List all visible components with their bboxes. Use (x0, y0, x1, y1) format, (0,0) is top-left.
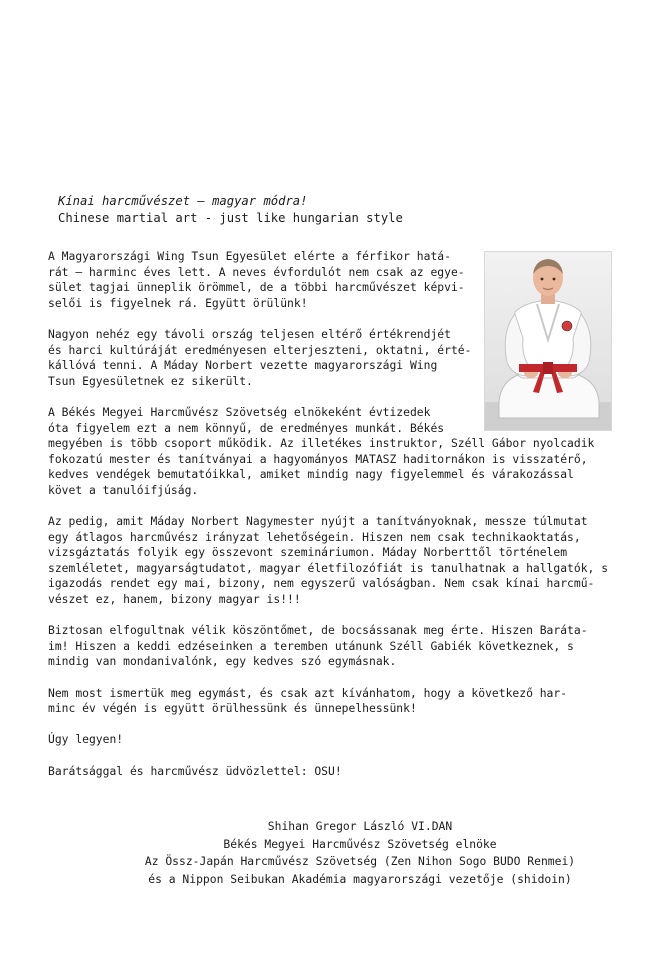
text-line: és harci kultúráját eredményesen elterjeszteni, oktatni, érté- (48, 342, 472, 357)
text-line: óta figyelem ezt a nem könnyű, de eredményes munkát. Békés (48, 420, 445, 435)
text-line: rát – harminc éves lett. A neves évfordulót nem csak az egye- (48, 264, 465, 279)
signature-block (100, 818, 620, 888)
text-line: Nem most ismertük meg egymást, és csak azt kívánhatom, hogy a következő har- (48, 685, 568, 700)
text-line: szemléletet, magyarságtudatot, magyar életfilozófiát is tanulhatnak a hallgatók, s (48, 560, 609, 575)
text-line: fokozatú mester és tanítványai a hagyományos MATASZ haditornákon is visszatérő, (48, 451, 588, 466)
signature-name: Shihan Gregor László VI.DAN (267, 819, 453, 833)
text-line: Az pedig, amit Máday Norbert Nagymester nyújt a tanítványoknak, messze túlmutat (48, 514, 588, 529)
text-line: im! Hiszen a keddi edzéseinken a teremben utánunk Széll Gabiék következnek, s (48, 638, 574, 653)
heading-block (58, 193, 403, 227)
text-line: sület tagjai ünneplik örömmel, de a többi harcművészet képvi- (48, 280, 465, 295)
letter-body (48, 249, 616, 795)
signature-title-3: és a Nippon Seibukan Akadémia magyarországi vezetője (shidoin) (148, 871, 572, 886)
text-line: Úgy legyen! (48, 732, 124, 747)
signature-title-2: Az Össz-Japán Harcművész Szövetség (Zen Nihon Sogo BUDO Renmei) (144, 854, 576, 869)
text-line: selői is figyelnek rá. Együtt örülünk! (48, 295, 308, 310)
text-line: igazodás rendet egy mai, bizony, nem egyszerű valóságban. Nem csak kínai harcmű- (48, 576, 595, 591)
paragraph-1 (48, 249, 616, 311)
paragraph-2 (48, 327, 616, 389)
text-line: követ a tanulóifjúság. (48, 482, 199, 497)
paragraph-5 (48, 623, 616, 670)
paragraph-4 (48, 514, 616, 608)
text-line: egy átlagos harcművész irányzat lehetőségein. Hiszen nem csak technikaoktatás, (48, 529, 581, 544)
text-line: megyében is több csoport működik. Az illetékes instruktor, Széll Gábor nyolcadik (48, 436, 595, 451)
text-line: mindig van mondanivalónk, egy kedves szó egymásnak. (48, 654, 397, 669)
text-line: vészet ez, hanem, bizony magyar is!!! (48, 592, 301, 607)
text-line: Biztosan elfogultnak vélik köszöntőmet, de bocsássanak meg érte. Hiszen Baráta- (48, 623, 588, 638)
text-line: A Békés Megyei Harcművész Szövetség elnökeként évtizedek (48, 404, 431, 419)
paragraph-7 (48, 732, 616, 748)
paragraph-3 (48, 405, 616, 499)
title-english: Chinese martial art - just like hungarian style (58, 211, 403, 225)
paragraph-8 (48, 764, 616, 780)
text-line: kedves vendégek bemutatóikkal, amiket mindig nagy figyelemmel és várakozással (48, 467, 574, 482)
text-line: A Magyarországi Wing Tsun Egyesület elérte a férfikor hatá- (48, 249, 451, 263)
text-line: kállóvá tenni. A Máday Norbert vezette magyarországi Wing (48, 358, 438, 373)
title-hungarian: Kínai harcművészet – magyar módra! (58, 194, 308, 208)
text-line: Tsun Egyesületnek ez sikerült. (48, 373, 253, 388)
text-line: Barátsággal és harcművész üdvözlettel: OSU! (48, 763, 342, 778)
text-line: minc év végén is együtt örülhessünk és ünnepelhessünk! (48, 701, 417, 716)
text-line: vizsgáztatás folyik egy összevont szemináriumon. Máday Norberttől történelem (48, 545, 568, 560)
paragraph-6 (48, 686, 616, 717)
signature-title-1: Békés Megyei Harcművész Szövetség elnöke (223, 836, 497, 851)
text-line: Nagyon nehéz egy távoli ország teljesen eltérő értékrendjét (48, 326, 451, 341)
